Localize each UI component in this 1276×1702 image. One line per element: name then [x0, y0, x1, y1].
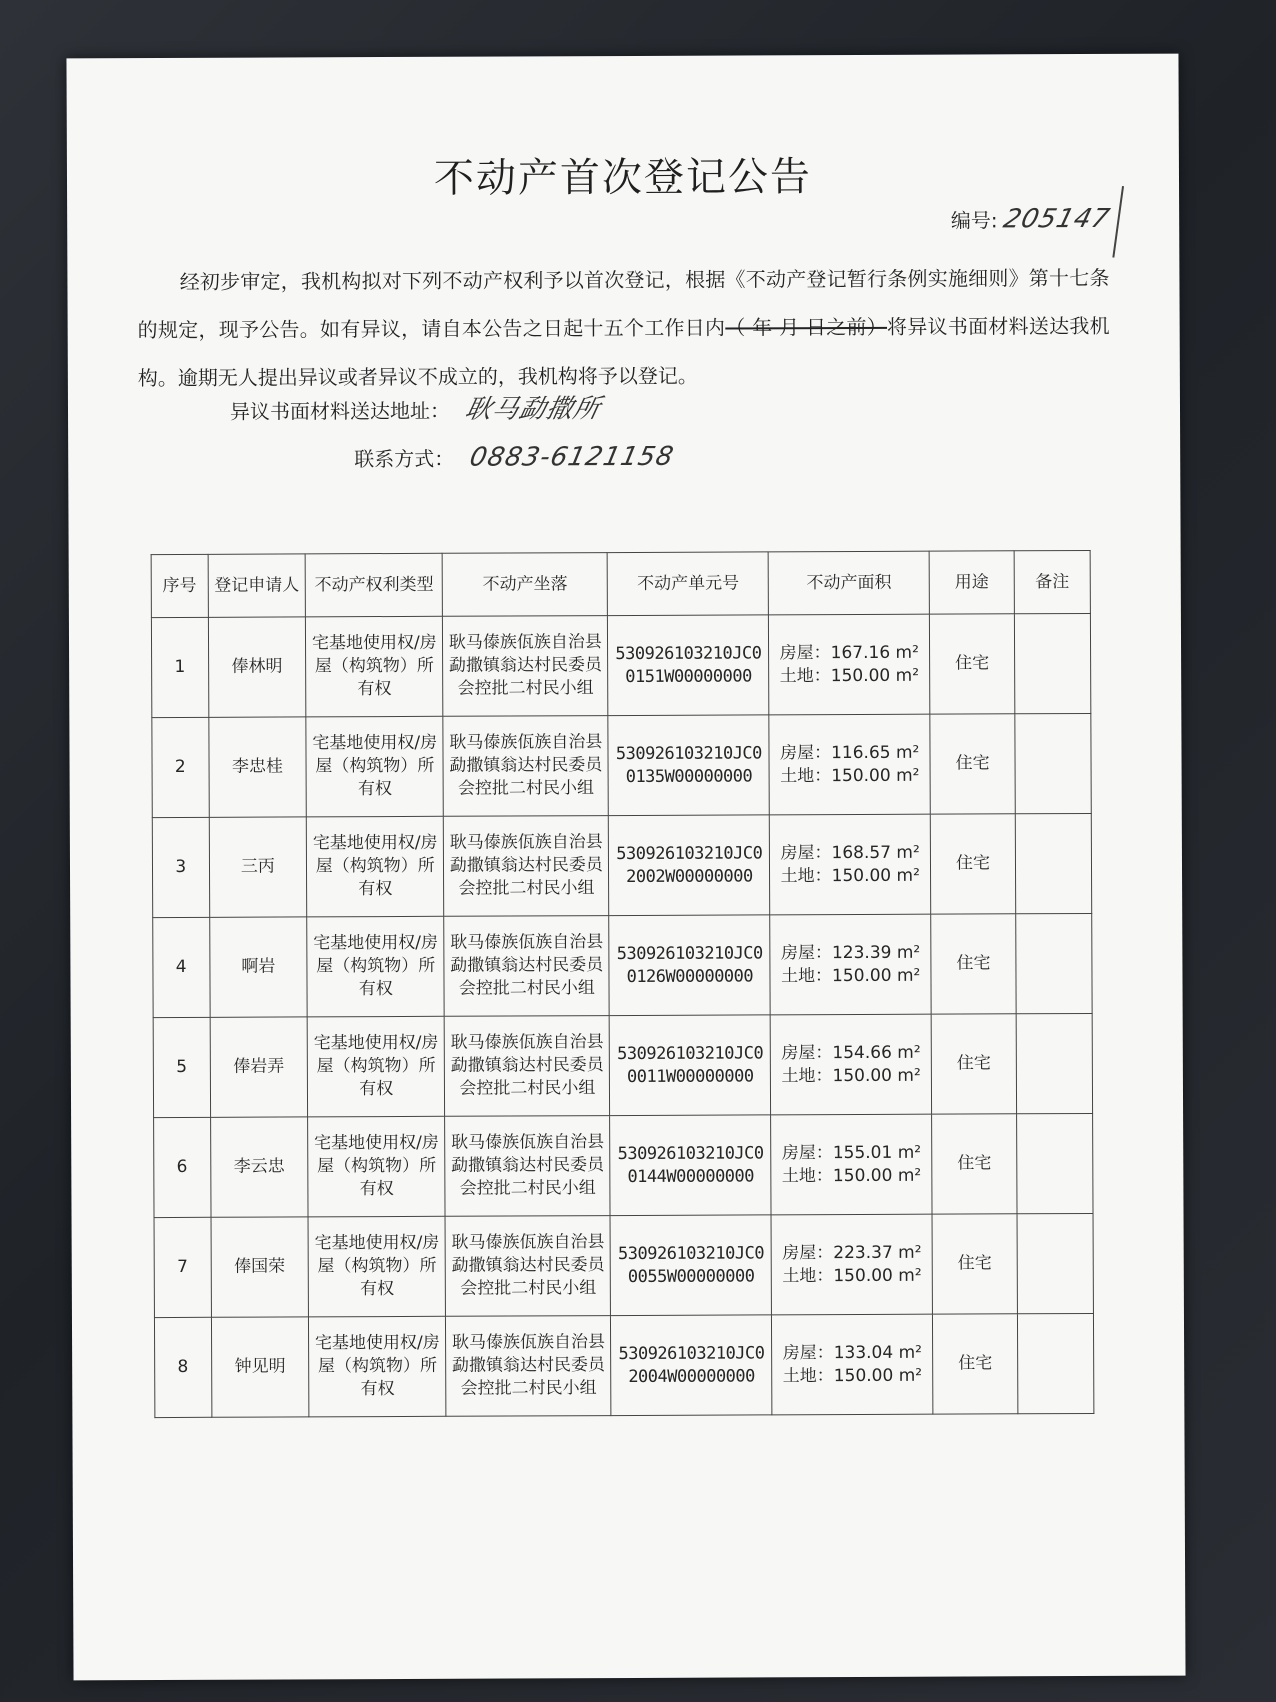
cell-area: 房屋：223.37 m²土地：150.00 m² [771, 1214, 932, 1315]
cell-remark [1015, 713, 1092, 813]
cell-unit-no: 530926103210JC00151W00000000 [608, 615, 769, 716]
table-row [154, 1113, 1093, 1217]
cell-seq: 6 [154, 1117, 211, 1217]
cell-location: 耿马傣族佤族自治县勐撒镇翁达村民委员会控批二村民小组 [445, 1216, 611, 1317]
cell-seq: 8 [154, 1317, 211, 1417]
notice-number [950, 203, 1114, 235]
header-right-type: 不动产权利类型 [305, 553, 442, 617]
cell-use: 住宅 [933, 1314, 1018, 1414]
cell-right-type: 宅基地使用权/房屋（构筑物）所有权 [307, 916, 444, 1017]
cell-unit-no: 530926103210JC02002W00000000 [609, 815, 770, 916]
table-header-row [151, 550, 1090, 617]
cell-right-type: 宅基地使用权/房屋（构筑物）所有权 [307, 1016, 444, 1117]
paragraph-part2: 将异议书面材料送达我机构。逾期无人提出异议或者异议不成立的，我机构将予以登记。 [137, 313, 1110, 391]
cell-location: 耿马傣族佤族自治县勐撒镇翁达村民委员会控批二村民小组 [444, 1016, 610, 1117]
table-row [153, 1013, 1092, 1117]
header-location: 不动产坐落 [442, 553, 607, 617]
cell-location: 耿马傣族佤族自治县勐撒镇翁达村民委员会控批二村民小组 [443, 616, 609, 717]
cell-unit-no: 530926103210JC00135W00000000 [608, 715, 769, 816]
cell-location: 耿马傣族佤族自治县勐撒镇翁达村民委员会控批二村民小组 [444, 816, 610, 917]
cell-remark [1017, 1213, 1094, 1313]
cell-location: 耿马傣族佤族自治县勐撒镇翁达村民委员会控批二村民小组 [444, 916, 610, 1017]
cell-applicant: 俸岩弄 [210, 1017, 308, 1117]
cell-use: 住宅 [930, 614, 1015, 714]
cell-unit-no: 530926103210JC00126W00000000 [609, 915, 770, 1016]
cell-applicant: 李忠桂 [208, 717, 306, 817]
notice-number-value: 205147 [999, 203, 1114, 235]
cell-right-type: 宅基地使用权/房屋（构筑物）所有权 [308, 1216, 445, 1317]
cell-unit-no: 530926103210JC00055W00000000 [610, 1215, 771, 1316]
cell-area: 房屋：123.39 m²土地：150.00 m² [770, 914, 931, 1015]
cell-seq: 5 [153, 1017, 210, 1117]
table-row [151, 613, 1090, 717]
cell-remark [1017, 1313, 1094, 1413]
cell-remark [1014, 613, 1091, 713]
cell-area: 房屋：167.16 m²土地：150.00 m² [769, 614, 930, 715]
cell-unit-no: 530926103210JC00011W00000000 [610, 1015, 771, 1116]
cell-applicant: 钟见明 [211, 1317, 309, 1417]
cell-location: 耿马傣族佤族自治县勐撒镇翁达村民委员会控批二村民小组 [443, 716, 609, 817]
cell-use: 住宅 [930, 814, 1015, 914]
cell-applicant: 俸林明 [208, 617, 306, 717]
struck-date-text: （ 年 月 日之前） [725, 314, 888, 340]
header-applicant: 登记申请人 [208, 554, 306, 617]
cell-seq: 4 [153, 917, 210, 1017]
table-row [154, 1213, 1093, 1317]
cell-area: 房屋：116.65 m²土地：150.00 m² [769, 714, 930, 815]
table-row [152, 713, 1091, 817]
cell-use: 住宅 [931, 1014, 1016, 1114]
cell-location: 耿马傣族佤族自治县勐撒镇翁达村民委员会控批二村民小组 [445, 1116, 611, 1217]
cell-use: 住宅 [931, 914, 1016, 1014]
cell-unit-no: 530926103210JC00144W00000000 [610, 1115, 771, 1216]
cell-seq: 2 [152, 717, 209, 817]
cell-remark [1015, 813, 1092, 913]
header-area: 不动产面积 [768, 551, 929, 615]
header-remark: 备注 [1014, 550, 1090, 613]
cell-right-type: 宅基地使用权/房屋（构筑物）所有权 [307, 816, 444, 917]
header-unit-no: 不动产单元号 [608, 552, 769, 616]
page-title: 不动产首次登记公告 [433, 154, 813, 202]
cell-seq: 3 [152, 817, 209, 917]
cell-remark [1016, 913, 1093, 1013]
cell-seq: 1 [151, 617, 208, 717]
cell-applicant: 俸国荣 [211, 1217, 309, 1317]
cell-area: 房屋：155.01 m²土地：150.00 m² [771, 1114, 932, 1215]
contact-label: 联系方式： [354, 446, 455, 472]
cell-right-type: 宅基地使用权/房屋（构筑物）所有权 [306, 716, 443, 817]
cell-applicant: 李云忠 [210, 1117, 308, 1217]
contact-row [354, 441, 678, 473]
cell-applicant: 啊岩 [209, 917, 307, 1017]
cell-area: 房屋：154.66 m²土地：150.00 m² [770, 1014, 931, 1115]
table-row [152, 813, 1091, 917]
cell-applicant: 三丙 [209, 817, 307, 917]
cell-right-type: 宅基地使用权/房屋（构筑物）所有权 [308, 1116, 445, 1217]
notice-paragraph [137, 254, 1110, 402]
address-label: 异议书面材料送达地址： [229, 398, 451, 424]
contact-value: 0883-6121158 [467, 441, 678, 473]
cell-location: 耿马傣族佤族自治县勐撒镇翁达村民委员会控批二村民小组 [446, 1316, 612, 1417]
address-value: 耿马勐撒所 [462, 394, 604, 425]
registration-table [151, 550, 1095, 1418]
cell-use: 住宅 [932, 1114, 1017, 1214]
table-row [153, 913, 1092, 1017]
header-use: 用途 [929, 551, 1014, 614]
notice-number-label: 编号: [950, 208, 998, 233]
address-row [230, 388, 602, 427]
cell-seq: 7 [154, 1217, 211, 1317]
table-row [154, 1313, 1093, 1417]
cell-use: 住宅 [930, 714, 1015, 814]
cell-area: 房屋：168.57 m²土地：150.00 m² [770, 814, 931, 915]
cell-use: 住宅 [932, 1214, 1017, 1314]
paragraph-part1: 经初步审定，我机构拟对下列不动产权利予以首次登记，根据《不动产登记暂行条例实施细则》第十七条的规定，现予公告。如有异议，请自本公告之日起十五个工作日内 [137, 265, 1110, 343]
cell-remark [1016, 1013, 1093, 1113]
header-seq: 序号 [151, 554, 208, 617]
notice-paper [66, 54, 1185, 1681]
cell-unit-no: 530926103210JC02004W00000000 [611, 1315, 772, 1416]
cell-area: 房屋：133.04 m²土地：150.00 m² [772, 1314, 933, 1415]
cell-right-type: 宅基地使用权/房屋（构筑物）所有权 [306, 616, 443, 717]
cell-right-type: 宅基地使用权/房屋（构筑物）所有权 [309, 1316, 446, 1417]
cell-remark [1016, 1113, 1093, 1213]
